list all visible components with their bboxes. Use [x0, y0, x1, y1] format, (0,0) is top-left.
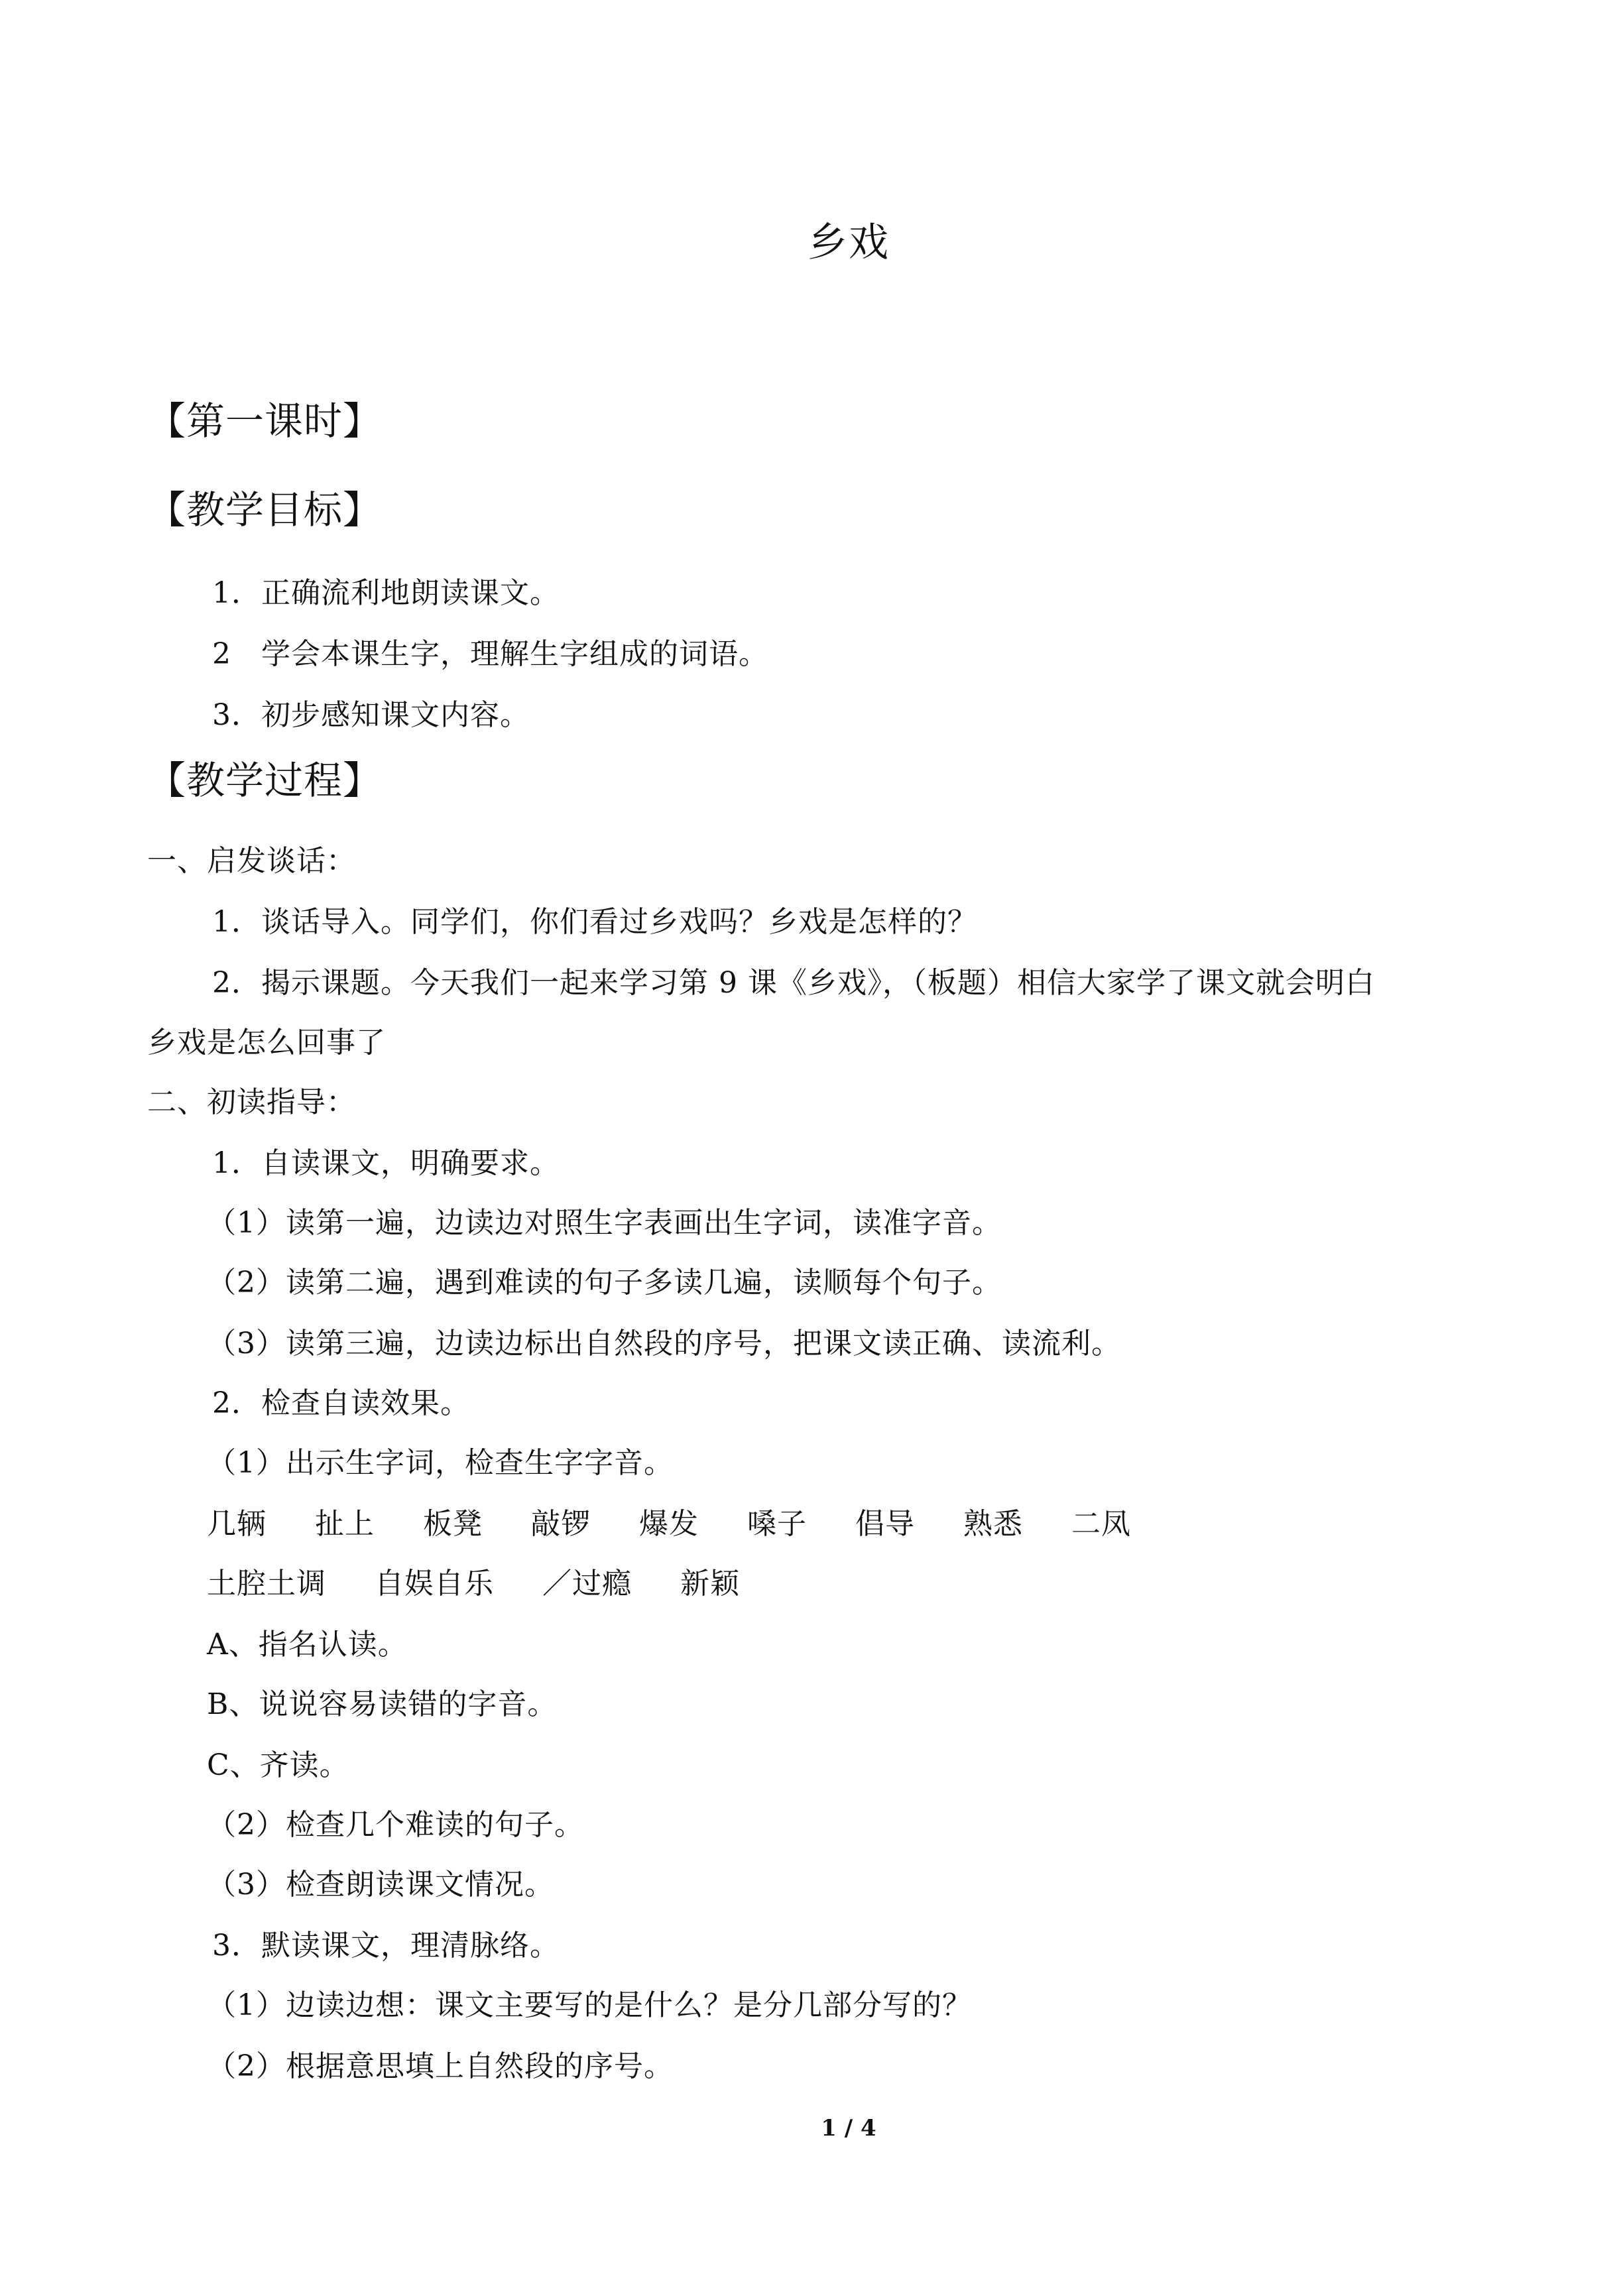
section-1-title: 一、启发谈话： [147, 844, 356, 878]
section-2-after-1: A、指名认读。 [207, 1628, 408, 1662]
section-2-line-4: （3）读第三遍，边读边标出自然段的序号，把课文读正确、读流利。 [207, 1327, 1121, 1360]
section-2-after-5: （3）检查朗读课文情况。 [207, 1868, 554, 1902]
goal-item-3: 3．初步感知课文内容。 [212, 698, 530, 732]
vocab-word: 扯上 [315, 1507, 375, 1541]
section-2-title: 二、初读指导： [147, 1085, 356, 1119]
vocab-word: 熟悉 [963, 1507, 1023, 1541]
goal-item-1: 1．正确流利地朗读课文。 [212, 576, 560, 610]
vocab-word: 新颖 [680, 1567, 740, 1601]
section-1-item-1: 1．谈话导入。同学们，你们看过乡戏吗？乡戏是怎样的？ [212, 905, 977, 939]
vocab-row-2 [207, 1559, 740, 1602]
section-2-after-6: 3．默读课文，理清脉络。 [212, 1929, 560, 1963]
section-2-line-6: （1）出示生字词，检查生字字音。 [207, 1446, 674, 1480]
vocab-word: 敲锣 [531, 1507, 591, 1541]
heading-teaching-goals: 【教学目标】 [147, 487, 383, 532]
vocab-word: ／过瘾 [542, 1567, 632, 1601]
section-2-after-3: C、齐读。 [207, 1748, 349, 1782]
vocab-word: 板凳 [423, 1507, 483, 1541]
section-2-after-4: （2）检查几个难读的句子。 [207, 1808, 584, 1842]
section-2-line-1: 1．自读课文，明确要求。 [212, 1146, 560, 1180]
section-2-after-7: （1）边读边想：课文主要写的是什么？是分几部分写的？ [207, 1988, 972, 2022]
heading-first-lesson: 【第一课时】 [147, 398, 383, 444]
vocab-word: 爆发 [639, 1507, 699, 1541]
vocab-word: 几辆 [207, 1507, 267, 1541]
page-number: 1 / 4 [821, 2115, 876, 2142]
section-1-item-2-continuation: 乡戏是怎么回事了 [147, 1026, 386, 1059]
vocab-row-1 [207, 1500, 1131, 1542]
section-2-after-8: （2）根据意思填上自然段的序号。 [207, 2049, 674, 2083]
section-2-line-3: （2）读第二遍，遇到难读的句子多读几遍，读顺每个句子。 [207, 1266, 1002, 1299]
goal-item-2: 2 学会本课生字，理解生字组成的词语。 [212, 637, 768, 671]
section-1-item-2: 2．揭示课题。今天我们一起来学习第 9 课《乡戏》，（板题）相信大家学了课文就会明白 [212, 966, 1375, 1000]
section-2-line-5: 2．检查自读效果。 [212, 1386, 470, 1420]
document-title: 乡戏 [808, 219, 890, 266]
vocab-word: 二凤 [1071, 1507, 1131, 1541]
vocab-word: 嗓子 [747, 1507, 807, 1541]
heading-teaching-process: 【教学过程】 [147, 758, 383, 803]
section-2-after-2: B、说说容易读错的字音。 [207, 1687, 558, 1721]
section-2-line-2: （1）读第一遍，边读边对照生字表画出生字词，读准字音。 [207, 1206, 1002, 1240]
vocab-word: 土腔土调 [207, 1567, 326, 1601]
vocab-word: 自娱自乐 [375, 1567, 494, 1601]
vocab-word: 倡导 [855, 1507, 915, 1541]
